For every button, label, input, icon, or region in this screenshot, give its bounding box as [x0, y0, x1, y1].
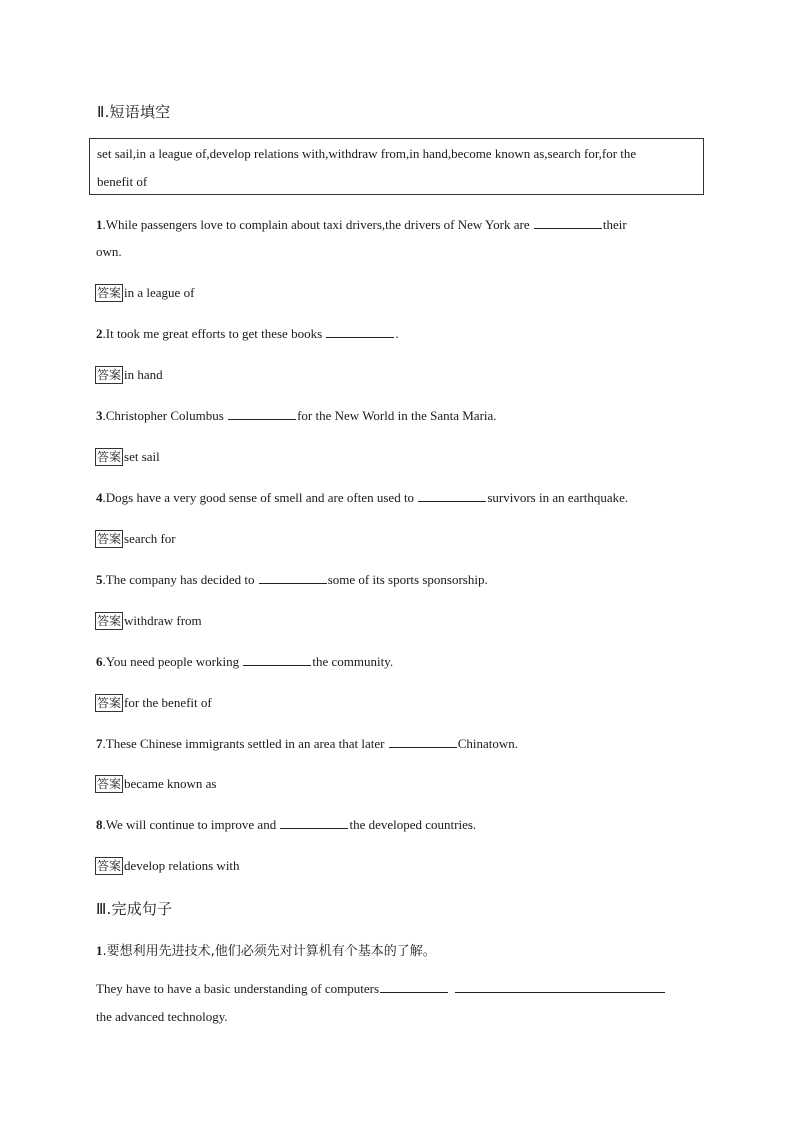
answer-text: set sail — [124, 449, 160, 464]
answer-text: search for — [124, 531, 176, 546]
answer-3 — [95, 448, 160, 466]
phrase-list-line-1: set sail,in a league of,develop relations with,withdraw from,in hand,become known as,search for,for the — [97, 146, 637, 161]
question-text-after: the community. — [312, 654, 394, 669]
section-title-phrase-fill: Ⅱ.短语填空 — [97, 103, 171, 121]
phrase-box — [89, 138, 704, 195]
answer-tag: 答案 — [97, 368, 122, 382]
answer-2 — [95, 366, 163, 384]
question-text-after: for the New World in the Santa Maria. — [297, 408, 497, 423]
answer-5 — [95, 612, 202, 630]
question-number: 5 — [96, 572, 103, 587]
question-1-continuation: own. — [96, 244, 122, 259]
question-text-after: survivors in an earthquake. — [487, 490, 629, 505]
question-text: .We will continue to improve and — [102, 817, 280, 832]
question-number: 3 — [96, 408, 103, 423]
question-6 — [96, 654, 393, 670]
question-text: .Christopher Columbus — [102, 408, 228, 423]
question-2 — [96, 326, 399, 342]
question-text: .Dogs have a very good sense of smell and are often used to — [102, 490, 418, 505]
answer-blank[interactable] — [534, 217, 602, 229]
answer-blank[interactable] — [228, 408, 296, 420]
answer-tag: 答案 — [97, 532, 122, 546]
answer-tag: 答案 — [97, 859, 122, 873]
answer-blank[interactable] — [418, 490, 486, 502]
question-text: .These Chinese immigrants settled in an area that later — [102, 736, 388, 751]
question-text: .要想利用先进技术,他们必须先对计算机有个基本的了解。 — [102, 944, 436, 959]
answer-blank[interactable] — [389, 736, 457, 748]
question-8 — [96, 817, 476, 833]
question-text: .You need people working — [102, 654, 243, 669]
question-text-after: Chinatown. — [457, 736, 518, 751]
answer-blank-1[interactable] — [380, 981, 448, 993]
answer-text: in hand — [124, 367, 163, 382]
answer-tag: 答案 — [97, 286, 122, 300]
answer-4 — [95, 530, 176, 548]
question-text: .While passengers love to complain about taxi drivers,the drivers of New York are — [102, 217, 533, 232]
answer-8 — [95, 857, 240, 875]
question-1 — [96, 217, 627, 233]
question-7 — [96, 736, 518, 752]
sentence-1-english — [96, 981, 666, 997]
answer-blank[interactable] — [259, 572, 327, 584]
question-text-after: some of its sports sponsorship. — [327, 572, 488, 587]
sentence-1-chinese — [96, 940, 436, 959]
question-4 — [96, 490, 628, 506]
answer-tag: 答案 — [97, 696, 122, 710]
question-number: 2 — [96, 326, 103, 341]
sentence-1-continuation: the advanced technology. — [96, 1009, 228, 1024]
question-5 — [96, 572, 488, 588]
answer-6 — [95, 694, 212, 712]
answer-blank-2[interactable] — [455, 981, 665, 993]
answer-1 — [95, 284, 194, 302]
answer-text: develop relations with — [124, 858, 240, 873]
answer-text: withdraw from — [124, 613, 202, 628]
question-number: 1 — [96, 943, 103, 958]
question-3 — [96, 408, 497, 424]
question-text: .The company has decided to — [102, 572, 258, 587]
section-title-complete-sentences: Ⅲ.完成句子 — [96, 900, 173, 918]
answer-7 — [95, 775, 216, 793]
answer-blank[interactable] — [326, 326, 394, 338]
answer-blank[interactable] — [280, 817, 348, 829]
question-number: 8 — [96, 817, 103, 832]
answer-tag: 答案 — [97, 614, 122, 628]
question-text: .It took me great efforts to get these books — [102, 326, 326, 341]
phrase-list-line-2: benefit of — [97, 174, 148, 189]
answer-text: for the benefit of — [124, 695, 212, 710]
answer-text: became known as — [124, 776, 217, 791]
question-text-after: their — [602, 217, 627, 232]
question-number: 7 — [96, 736, 103, 751]
answer-blank[interactable] — [243, 654, 311, 666]
question-number: 1 — [96, 217, 103, 232]
question-number: 4 — [96, 490, 103, 505]
question-text-after: the developed countries. — [349, 817, 477, 832]
question-text-after: . — [395, 326, 399, 341]
answer-tag: 答案 — [97, 450, 122, 464]
answer-text: in a league of — [124, 285, 195, 300]
question-number: 6 — [96, 654, 103, 669]
question-text: They have to have a basic understanding of computers — [96, 981, 380, 996]
answer-tag: 答案 — [97, 777, 122, 791]
